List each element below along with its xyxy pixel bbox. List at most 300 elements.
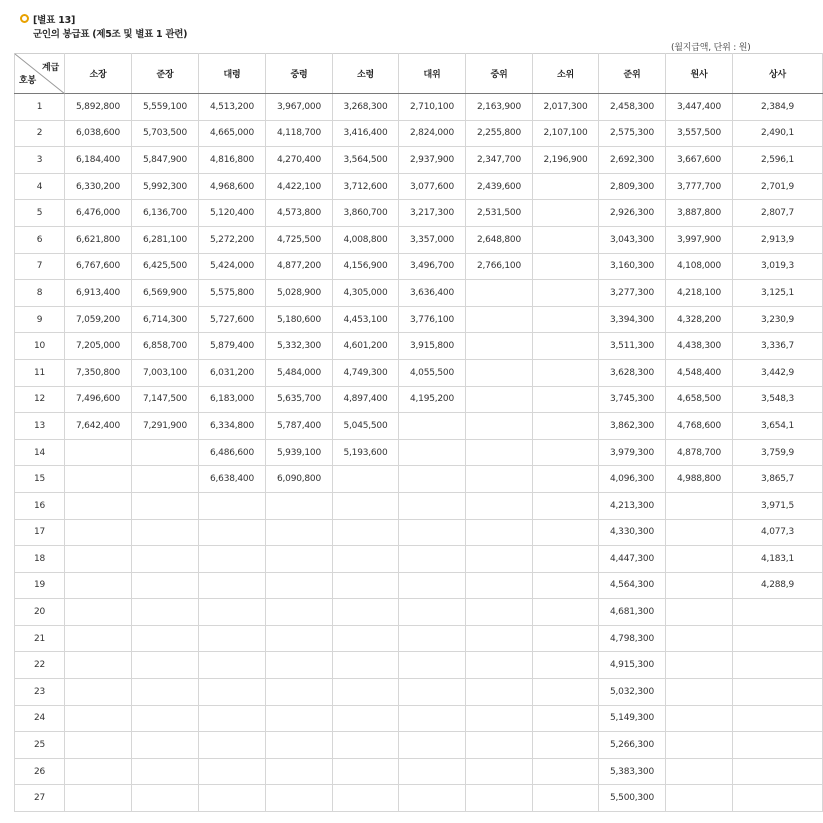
salary-cell	[333, 572, 399, 599]
step-cell: 18	[15, 546, 65, 573]
step-cell: 8	[15, 280, 65, 307]
step-cell: 21	[15, 625, 65, 652]
salary-cell	[65, 758, 132, 785]
table-row	[15, 200, 823, 227]
salary-cell: 4,601,200	[333, 333, 399, 360]
table-body	[15, 94, 823, 812]
salary-cell	[466, 333, 533, 360]
salary-cell	[399, 705, 466, 732]
salary-cell: 2,701,9	[733, 173, 823, 200]
salary-cell: 3,557,500	[666, 120, 733, 147]
salary-cell: 5,892,800	[65, 94, 132, 121]
salary-cell: 3,967,000	[266, 94, 333, 121]
salary-cell	[733, 652, 823, 679]
column-header: 중령	[266, 54, 333, 94]
salary-cell: 3,564,500	[333, 147, 399, 174]
step-cell: 20	[15, 599, 65, 626]
salary-cell: 6,913,400	[65, 280, 132, 307]
salary-cell	[266, 572, 333, 599]
salary-cell: 2,809,300	[599, 173, 666, 200]
table-row	[15, 679, 823, 706]
salary-cell: 3,043,300	[599, 226, 666, 253]
salary-cell	[266, 785, 333, 812]
column-header: 상사	[733, 54, 823, 94]
salary-cell: 6,621,800	[65, 226, 132, 253]
salary-cell: 6,038,600	[65, 120, 132, 147]
table-row	[15, 94, 823, 121]
column-header: 소위	[533, 54, 599, 94]
salary-cell: 3,865,7	[733, 466, 823, 493]
corner-step-label: 호봉	[19, 76, 36, 86]
salary-cell: 2,458,300	[599, 94, 666, 121]
table-row	[15, 413, 823, 440]
salary-cell: 3,442,9	[733, 359, 823, 386]
salary-cell	[533, 359, 599, 386]
salary-cell: 4,658,500	[666, 386, 733, 413]
salary-cell	[132, 785, 199, 812]
salary-cell	[533, 306, 599, 333]
salary-cell: 4,816,800	[199, 147, 266, 174]
salary-cell	[466, 785, 533, 812]
table-row	[15, 466, 823, 493]
appendix-tag: [별표 13]	[33, 14, 76, 26]
document-title: 군인의 봉급표 (제5조 및 별표 1 관련)	[33, 29, 188, 40]
salary-cell: 3,971,5	[733, 492, 823, 519]
salary-cell: 5,193,600	[333, 439, 399, 466]
salary-cell: 5,787,400	[266, 413, 333, 440]
salary-cell: 3,019,3	[733, 253, 823, 280]
salary-cell: 2,490,1	[733, 120, 823, 147]
salary-cell	[199, 705, 266, 732]
salary-cell	[266, 679, 333, 706]
salary-cell	[533, 386, 599, 413]
table-row	[15, 546, 823, 573]
salary-cell	[533, 492, 599, 519]
salary-cell	[533, 758, 599, 785]
salary-cell	[65, 439, 132, 466]
salary-cell: 3,776,100	[399, 306, 466, 333]
salary-cell	[266, 732, 333, 759]
salary-cell	[333, 732, 399, 759]
salary-cell	[199, 652, 266, 679]
salary-cell: 2,531,500	[466, 200, 533, 227]
salary-cell	[399, 785, 466, 812]
salary-cell	[65, 466, 132, 493]
salary-cell: 4,665,000	[199, 120, 266, 147]
salary-cell: 6,767,600	[65, 253, 132, 280]
salary-cell: 3,394,300	[599, 306, 666, 333]
salary-cell: 5,500,300	[599, 785, 666, 812]
salary-cell	[666, 679, 733, 706]
salary-cell	[533, 200, 599, 227]
step-cell: 12	[15, 386, 65, 413]
salary-cell: 2,596,1	[733, 147, 823, 174]
step-cell: 1	[15, 94, 65, 121]
table-row	[15, 226, 823, 253]
salary-cell: 5,879,400	[199, 333, 266, 360]
document-header	[20, 12, 187, 40]
salary-cell: 5,727,600	[199, 306, 266, 333]
salary-cell: 4,573,800	[266, 200, 333, 227]
salary-cell: 5,559,100	[132, 94, 199, 121]
table-row	[15, 306, 823, 333]
salary-cell: 2,384,9	[733, 94, 823, 121]
step-cell: 24	[15, 705, 65, 732]
step-cell: 7	[15, 253, 65, 280]
salary-cell	[466, 439, 533, 466]
salary-cell	[333, 599, 399, 626]
salary-cell: 4,118,700	[266, 120, 333, 147]
salary-cell	[733, 599, 823, 626]
salary-cell	[266, 492, 333, 519]
salary-cell	[333, 466, 399, 493]
step-cell: 17	[15, 519, 65, 546]
salary-cell: 6,090,800	[266, 466, 333, 493]
salary-cell: 4,422,100	[266, 173, 333, 200]
table-row	[15, 625, 823, 652]
header-row	[15, 54, 823, 94]
column-header: 소장	[65, 54, 132, 94]
salary-cell: 4,195,200	[399, 386, 466, 413]
salary-cell	[132, 439, 199, 466]
salary-table	[14, 53, 823, 812]
salary-cell	[466, 492, 533, 519]
salary-cell: 5,383,300	[599, 758, 666, 785]
table-row	[15, 758, 823, 785]
salary-cell: 4,055,500	[399, 359, 466, 386]
salary-cell: 5,484,000	[266, 359, 333, 386]
salary-cell: 5,180,600	[266, 306, 333, 333]
salary-cell: 2,937,900	[399, 147, 466, 174]
step-cell: 27	[15, 785, 65, 812]
salary-cell: 6,330,200	[65, 173, 132, 200]
salary-cell: 6,569,900	[132, 280, 199, 307]
salary-cell	[199, 758, 266, 785]
salary-cell: 4,988,800	[666, 466, 733, 493]
salary-cell: 2,017,300	[533, 94, 599, 121]
salary-cell	[466, 466, 533, 493]
salary-cell	[666, 785, 733, 812]
salary-cell: 2,824,000	[399, 120, 466, 147]
salary-cell: 4,564,300	[599, 572, 666, 599]
salary-cell	[466, 679, 533, 706]
salary-cell	[266, 652, 333, 679]
salary-cell	[399, 492, 466, 519]
salary-cell: 3,667,600	[666, 147, 733, 174]
salary-cell	[399, 519, 466, 546]
salary-cell: 2,196,900	[533, 147, 599, 174]
table-row	[15, 280, 823, 307]
salary-cell: 2,926,300	[599, 200, 666, 227]
salary-cell: 5,045,500	[333, 413, 399, 440]
salary-cell: 4,897,400	[333, 386, 399, 413]
salary-cell: 4,877,200	[266, 253, 333, 280]
salary-cell: 7,642,400	[65, 413, 132, 440]
table-row	[15, 173, 823, 200]
salary-cell: 3,336,7	[733, 333, 823, 360]
salary-cell: 2,575,300	[599, 120, 666, 147]
corner-header-cell	[15, 54, 65, 94]
column-header: 준위	[599, 54, 666, 94]
salary-cell: 6,425,500	[132, 253, 199, 280]
salary-cell	[533, 253, 599, 280]
salary-cell	[333, 758, 399, 785]
salary-cell	[399, 413, 466, 440]
step-cell: 11	[15, 359, 65, 386]
salary-cell	[533, 280, 599, 307]
salary-cell: 3,745,300	[599, 386, 666, 413]
salary-cell: 5,120,400	[199, 200, 266, 227]
salary-cell: 4,156,900	[333, 253, 399, 280]
salary-cell: 4,749,300	[333, 359, 399, 386]
salary-cell: 2,648,800	[466, 226, 533, 253]
salary-cell	[65, 732, 132, 759]
salary-cell	[533, 652, 599, 679]
salary-cell: 6,183,000	[199, 386, 266, 413]
salary-cell	[533, 546, 599, 573]
salary-cell	[65, 492, 132, 519]
salary-cell	[132, 705, 199, 732]
salary-cell	[65, 599, 132, 626]
salary-cell	[466, 519, 533, 546]
column-header: 대령	[199, 54, 266, 94]
salary-cell	[132, 652, 199, 679]
salary-cell	[466, 732, 533, 759]
table-row	[15, 386, 823, 413]
salary-cell: 5,272,200	[199, 226, 266, 253]
salary-cell	[466, 705, 533, 732]
step-cell: 15	[15, 466, 65, 493]
salary-cell	[199, 546, 266, 573]
salary-cell: 6,476,000	[65, 200, 132, 227]
salary-cell	[132, 679, 199, 706]
salary-cell: 2,255,800	[466, 120, 533, 147]
column-header: 준장	[132, 54, 199, 94]
salary-cell: 6,486,600	[199, 439, 266, 466]
salary-cell	[533, 439, 599, 466]
salary-cell	[333, 519, 399, 546]
table-row	[15, 359, 823, 386]
salary-cell	[666, 652, 733, 679]
step-cell: 3	[15, 147, 65, 174]
salary-cell	[466, 413, 533, 440]
salary-cell	[132, 758, 199, 785]
salary-cell	[466, 758, 533, 785]
salary-cell: 4,213,300	[599, 492, 666, 519]
salary-cell	[65, 546, 132, 573]
salary-cell: 4,183,1	[733, 546, 823, 573]
salary-cell: 5,424,000	[199, 253, 266, 280]
salary-cell: 7,003,100	[132, 359, 199, 386]
salary-cell	[132, 492, 199, 519]
salary-cell: 5,992,300	[132, 173, 199, 200]
salary-cell: 4,968,600	[199, 173, 266, 200]
salary-cell: 5,939,100	[266, 439, 333, 466]
salary-cell	[65, 519, 132, 546]
salary-cell	[466, 280, 533, 307]
salary-cell: 2,107,100	[533, 120, 599, 147]
salary-cell	[399, 758, 466, 785]
salary-cell	[65, 652, 132, 679]
salary-cell: 5,847,900	[132, 147, 199, 174]
salary-cell: 3,277,300	[599, 280, 666, 307]
step-cell: 23	[15, 679, 65, 706]
column-header: 소령	[333, 54, 399, 94]
salary-cell: 3,712,600	[333, 173, 399, 200]
salary-cell	[733, 625, 823, 652]
salary-cell: 6,638,400	[199, 466, 266, 493]
salary-cell	[399, 466, 466, 493]
salary-cell: 2,692,300	[599, 147, 666, 174]
step-cell: 9	[15, 306, 65, 333]
salary-cell: 6,031,200	[199, 359, 266, 386]
salary-cell	[132, 546, 199, 573]
salary-cell: 4,288,9	[733, 572, 823, 599]
salary-cell	[399, 652, 466, 679]
table-row	[15, 333, 823, 360]
step-cell: 26	[15, 758, 65, 785]
salary-cell	[533, 413, 599, 440]
salary-cell	[266, 625, 333, 652]
salary-cell	[666, 705, 733, 732]
salary-cell: 3,416,400	[333, 120, 399, 147]
step-cell: 22	[15, 652, 65, 679]
salary-cell: 5,575,800	[199, 280, 266, 307]
salary-cell: 3,636,400	[399, 280, 466, 307]
salary-cell: 4,453,100	[333, 306, 399, 333]
salary-cell	[733, 785, 823, 812]
table-row	[15, 572, 823, 599]
salary-cell	[199, 492, 266, 519]
step-cell: 13	[15, 413, 65, 440]
salary-cell	[399, 572, 466, 599]
salary-cell: 3,915,800	[399, 333, 466, 360]
salary-cell: 4,768,600	[666, 413, 733, 440]
salary-cell: 4,513,200	[199, 94, 266, 121]
salary-cell: 3,654,1	[733, 413, 823, 440]
step-cell: 14	[15, 439, 65, 466]
salary-cell	[666, 492, 733, 519]
salary-cell	[266, 705, 333, 732]
salary-cell: 7,059,200	[65, 306, 132, 333]
salary-cell: 3,997,900	[666, 226, 733, 253]
salary-cell	[666, 732, 733, 759]
salary-cell: 5,028,900	[266, 280, 333, 307]
salary-cell	[333, 785, 399, 812]
table-row	[15, 439, 823, 466]
salary-cell: 5,266,300	[599, 732, 666, 759]
salary-cell	[199, 785, 266, 812]
salary-cell: 6,281,100	[132, 226, 199, 253]
salary-cell: 3,887,800	[666, 200, 733, 227]
salary-cell: 3,357,000	[399, 226, 466, 253]
salary-cell: 3,860,700	[333, 200, 399, 227]
salary-cell	[733, 705, 823, 732]
circle-bullet-icon	[20, 14, 29, 23]
salary-cell: 3,125,1	[733, 280, 823, 307]
salary-cell	[466, 599, 533, 626]
salary-cell	[666, 625, 733, 652]
salary-cell: 2,163,900	[466, 94, 533, 121]
salary-cell	[199, 519, 266, 546]
step-cell: 25	[15, 732, 65, 759]
salary-cell: 4,878,700	[666, 439, 733, 466]
salary-cell	[533, 226, 599, 253]
salary-cell: 4,096,300	[599, 466, 666, 493]
salary-cell: 2,347,700	[466, 147, 533, 174]
salary-cell: 4,270,400	[266, 147, 333, 174]
salary-cell	[399, 439, 466, 466]
salary-cell	[666, 758, 733, 785]
salary-cell: 4,438,300	[666, 333, 733, 360]
salary-cell	[533, 679, 599, 706]
salary-cell	[132, 625, 199, 652]
salary-cell	[65, 625, 132, 652]
salary-cell	[199, 625, 266, 652]
salary-cell: 3,160,300	[599, 253, 666, 280]
salary-cell	[733, 732, 823, 759]
salary-cell	[733, 758, 823, 785]
column-header: 대위	[399, 54, 466, 94]
table-row	[15, 519, 823, 546]
salary-cell: 4,330,300	[599, 519, 666, 546]
salary-cell	[65, 679, 132, 706]
salary-cell: 4,008,800	[333, 226, 399, 253]
step-cell: 5	[15, 200, 65, 227]
salary-cell	[199, 599, 266, 626]
salary-cell: 7,205,000	[65, 333, 132, 360]
salary-cell	[666, 572, 733, 599]
salary-cell	[533, 732, 599, 759]
salary-cell	[132, 466, 199, 493]
salary-cell: 3,268,300	[333, 94, 399, 121]
salary-cell: 4,915,300	[599, 652, 666, 679]
salary-cell	[333, 625, 399, 652]
salary-cell: 4,681,300	[599, 599, 666, 626]
salary-cell	[533, 519, 599, 546]
salary-cell	[199, 732, 266, 759]
table-row	[15, 599, 823, 626]
salary-cell: 3,496,700	[399, 253, 466, 280]
salary-cell: 5,332,300	[266, 333, 333, 360]
salary-cell: 4,328,200	[666, 306, 733, 333]
salary-cell	[399, 732, 466, 759]
corner-rank-label: 계급	[42, 63, 59, 73]
salary-cell	[266, 546, 333, 573]
salary-cell: 3,217,300	[399, 200, 466, 227]
salary-cell: 3,759,9	[733, 439, 823, 466]
step-cell: 16	[15, 492, 65, 519]
salary-cell	[333, 679, 399, 706]
salary-cell: 3,230,9	[733, 306, 823, 333]
salary-cell: 6,136,700	[132, 200, 199, 227]
salary-cell	[333, 652, 399, 679]
salary-cell	[199, 679, 266, 706]
salary-cell	[132, 519, 199, 546]
table-row	[15, 492, 823, 519]
salary-cell: 2,710,100	[399, 94, 466, 121]
salary-cell: 3,447,400	[666, 94, 733, 121]
step-cell: 10	[15, 333, 65, 360]
salary-cell: 3,548,3	[733, 386, 823, 413]
salary-cell	[533, 173, 599, 200]
salary-cell	[466, 546, 533, 573]
salary-cell	[333, 492, 399, 519]
salary-cell: 6,334,800	[199, 413, 266, 440]
salary-cell	[666, 599, 733, 626]
salary-cell: 2,807,7	[733, 200, 823, 227]
salary-cell	[533, 625, 599, 652]
